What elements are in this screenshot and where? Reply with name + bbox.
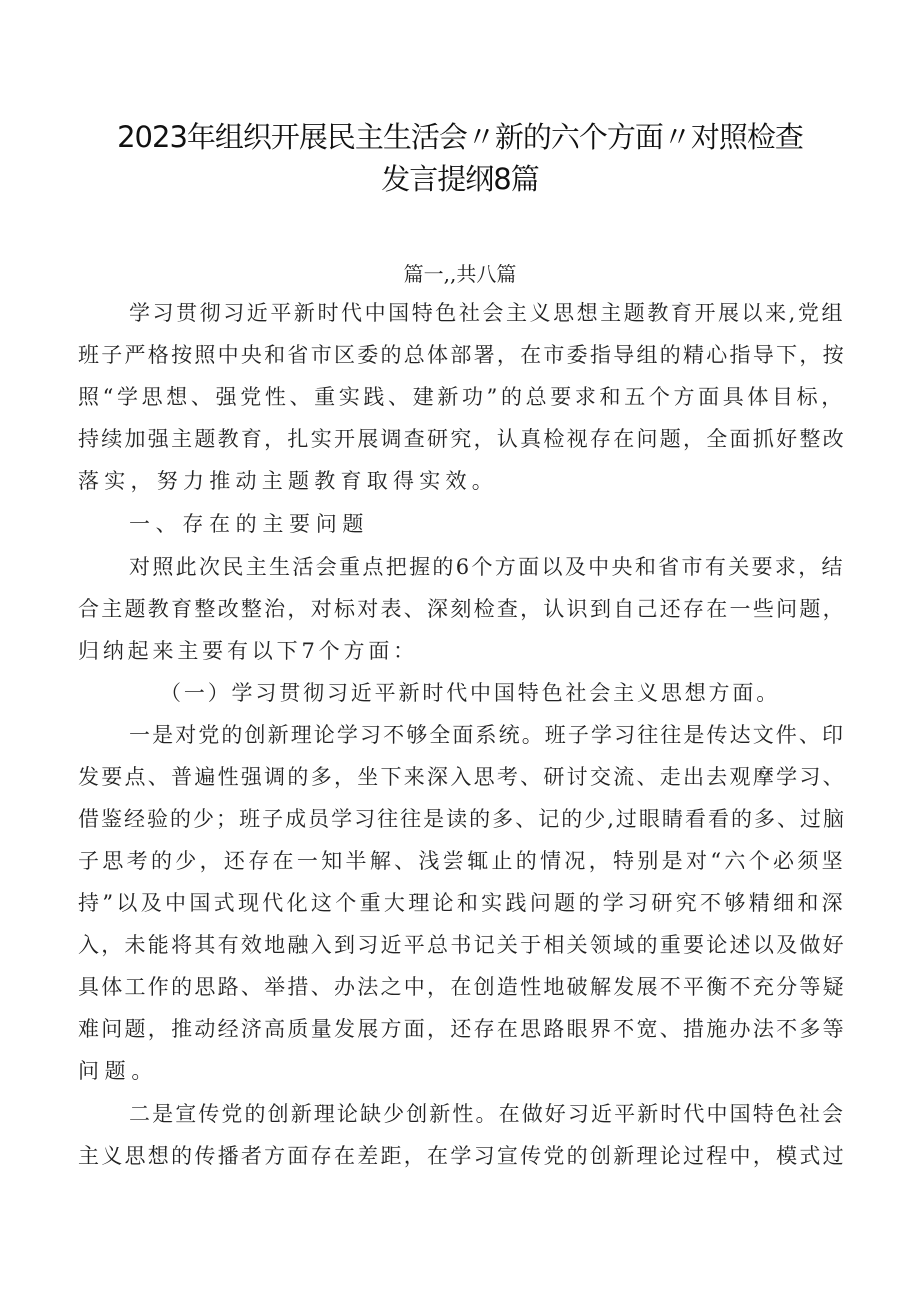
paragraph-line: 二是宣传党的创新理论缺少创新性。在做好习近平新时代中国特色社会 (129, 1102, 846, 1126)
document-title-line-2: 发言提纲8篇 (381, 162, 539, 196)
paragraph-line: 合主题教育整改整治，对标对表、深刻检查，认识到自己还存在一些问题， (78, 597, 846, 621)
paragraph-line: 班子严格按照中央和省市区委的总体部署，在市委指导组的精心指导下，按 (78, 343, 846, 367)
paragraph-line: 对照此次民主生活会重点把握的6个方面以及中央和省市有关要求，结 (129, 555, 845, 579)
paragraph-line: 落实，努力推动主题教育取得实效。 (78, 469, 498, 493)
paragraph-line: 持续加强主题教育，扎实开展调查研究，认真检视存在问题，全面抓好整改 (78, 427, 846, 451)
paragraph-line: 持”以及中国式现代化这个重大理论和实践问题的学习研究不够精细和深 (78, 891, 846, 915)
paragraph-line: 主义思想的传播者方面存在差距，在学习宣传党的创新理论过程中，模式过 (78, 1144, 846, 1168)
document-title-line-1: 2023年组织开展民主生活会〃新的六个方面〃对照检查 (117, 120, 803, 154)
paragraph-line: 难问题，推动经济高质量发展方面，还存在思路眼界不宽、措施办法不多等 (78, 1017, 846, 1041)
document-subtitle: 篇一,,共八篇 (403, 262, 517, 286)
paragraph-line: 一是对党的创新理论学习不够全面系统。班子学习往往是传达文件、印 (129, 723, 846, 747)
section-heading: 一、存在的主要问题 (129, 512, 370, 536)
paragraph-line: 发要点、普遍性强调的多，坐下来深入思考、研讨交流、走出去观摩学习、 (78, 765, 846, 789)
paragraph-line: 借鉴经验的少；班子成员学习往往是读的多、记的少,过眼睛看看的多、过脑 (78, 807, 847, 831)
paragraph-line: 学习贯彻习近平新时代中国特色社会主义思想主题教育开展以来,党组 (129, 301, 846, 325)
paragraph-line: 子思考的少，还存在一知半解、浅尝辄止的情况，特别是对“六个必须坚 (78, 849, 846, 873)
paragraph-line: 问题。 (78, 1059, 159, 1083)
paragraph-line: 照“学思想、强党性、重实践、建新功”的总要求和五个方面具体目标， (78, 385, 846, 409)
paragraph-line: 入，未能将其有效地融入到习近平总书记关于相关领域的重要论述以及做好 (78, 933, 846, 957)
paragraph-line: 归纳起来主要有以下7个方面： (78, 639, 418, 663)
subsection-heading: （一）学习贯彻习近平新时代中国特色社会主义思想方面。 (160, 681, 781, 705)
paragraph-line: 具体工作的思路、举措、办法之中，在创造性地破解发展不平衡不充分等疑 (78, 975, 846, 999)
